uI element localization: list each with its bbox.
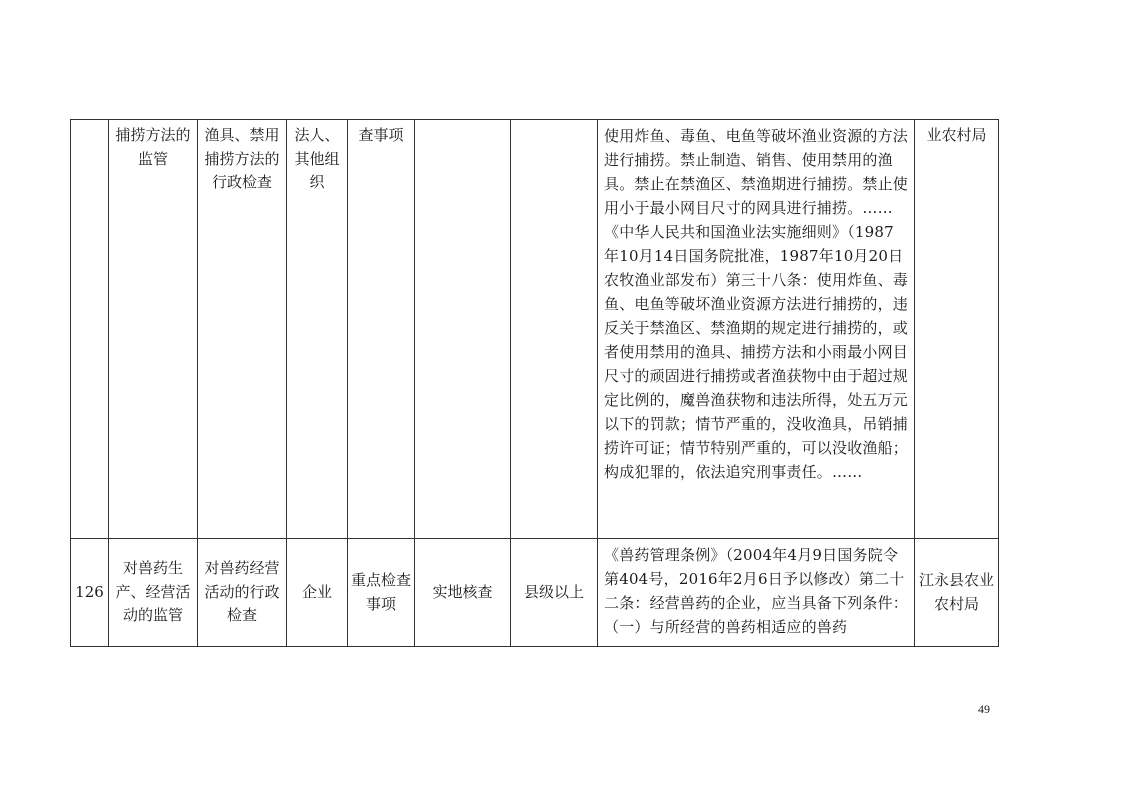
cell-no bbox=[71, 120, 109, 539]
cell-type: 查事项 bbox=[348, 120, 415, 539]
cell-dept: 业农村局 bbox=[915, 120, 999, 539]
cell-item: 捕捞方法的监管 bbox=[109, 120, 198, 539]
table-row bbox=[71, 120, 999, 539]
cell-basis: 使用炸鱼、毒鱼、电鱼等破坏渔业资源的方法进行捕捞。禁止制造、销售、使用禁用的渔具。禁止在禁渔区、禁渔期进行捕捞。禁止使用小于最小网目尺寸的网具进行捕捞。……《中华人民共和国渔业法实施细则》（1987年10月14日国务院批准，1987年10月20日农牧渔业部发布）第三十八条：使用炸鱼、毒鱼、电鱼等破坏渔业资源方法进行捕捞的，违反关于禁渔区、禁渔期的规定进行捕捞的，或者使用禁用的渔具、捕捞方法和小雨最小网目尺寸的顽固进行捕捞或者渔获物中由于超过规定比例的，魔兽渔获物和违法所得，处五万元以下的罚款；情节严重的，没收渔具，吊销捕捞许可证；情节特别严重的，可以没收渔船；构成犯罪的，依法追究刑事责任。…… bbox=[598, 120, 915, 539]
cell-object: 企业 bbox=[287, 539, 348, 647]
cell-type: 重点检查事项 bbox=[348, 539, 415, 647]
table-row bbox=[71, 539, 999, 647]
page-number: 49 bbox=[978, 702, 990, 716]
regulation-table bbox=[70, 119, 999, 647]
cell-level bbox=[511, 120, 598, 539]
cell-dept: 江永县农业农村局 bbox=[915, 539, 999, 647]
cell-no: 126 bbox=[71, 539, 109, 647]
cell-object: 法人、其他组织 bbox=[287, 120, 348, 539]
cell-subitem: 对兽药经营活动的行政检查 bbox=[198, 539, 287, 647]
cell-level: 县级以上 bbox=[511, 539, 598, 647]
cell-subitem: 渔具、禁用捕捞方法的行政检查 bbox=[198, 120, 287, 539]
cell-method: 实地核查 bbox=[415, 539, 511, 647]
cell-method bbox=[415, 120, 511, 539]
cell-item: 对兽药生产、经营活动的监管 bbox=[109, 539, 198, 647]
cell-basis: 《兽药管理条例》（2004年4月9日国务院令第404号，2016年2月6日予以修改）第二十二条：经营兽药的企业，应当具备下列条件：（一）与所经营的兽药相适应的兽药 bbox=[598, 539, 915, 647]
